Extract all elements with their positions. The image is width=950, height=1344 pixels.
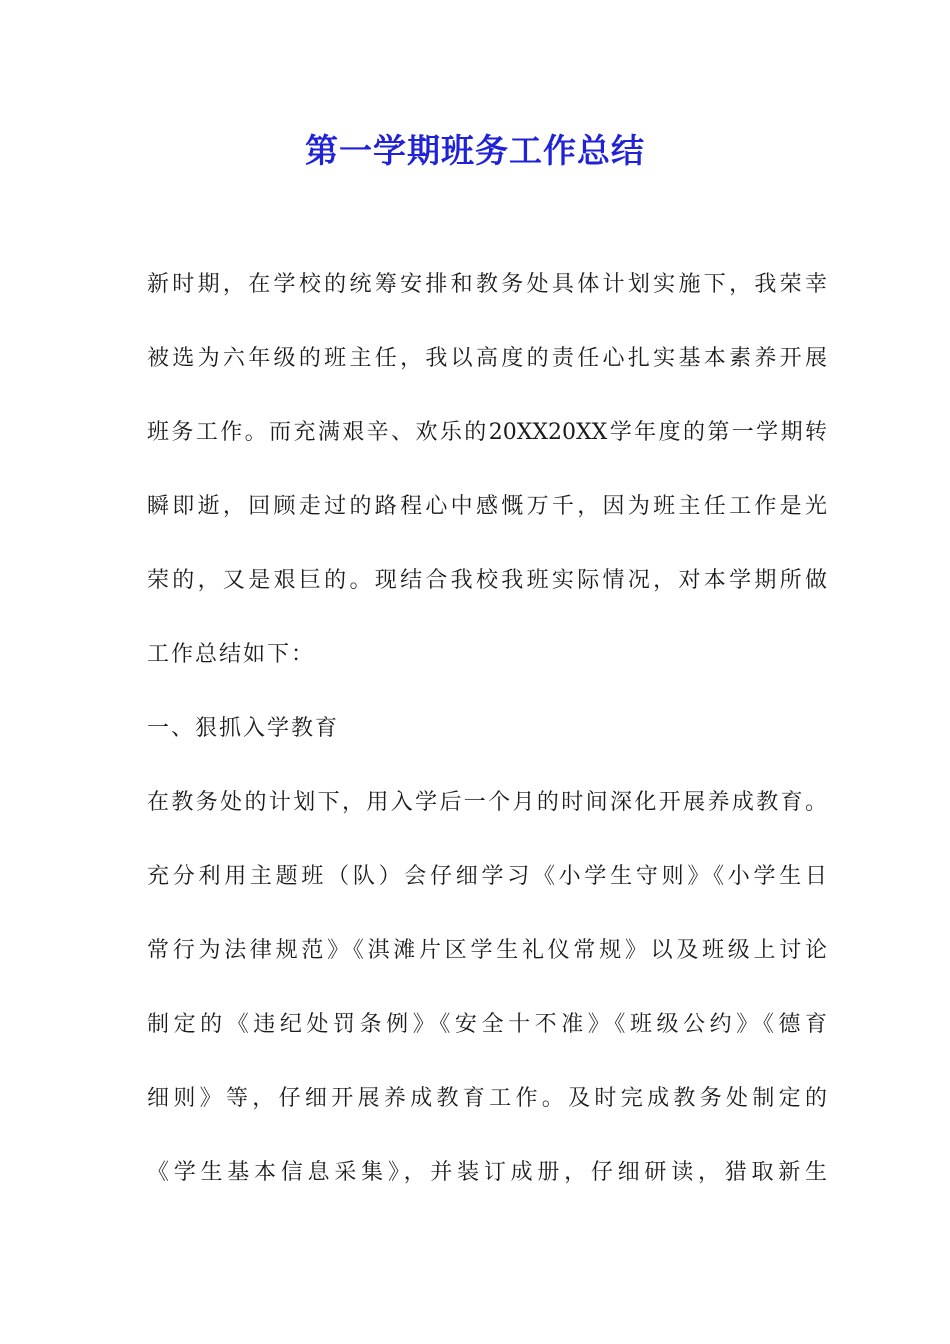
text-line: 制定的《违纪处罚条例》《安全十不准》《班级公约》《德育 <box>147 1012 827 1037</box>
text-line: 班务工作。而充满艰辛、欢乐的20XX20XX学年度的第一学期转 <box>147 420 827 445</box>
document-body <box>147 266 827 1228</box>
text-line: 瞬即逝，回顾走过的路程心中感慨万千，因为班主任工作是光 <box>147 494 827 519</box>
text-line: 被选为六年级的班主任，我以高度的责任心扎实基本素养开展 <box>147 346 827 371</box>
document-title: 第一学期班务工作总结 <box>305 131 645 170</box>
text-line: 在教务处的计划下，用入学后一个月的时间深化开展养成教育。 <box>147 790 827 815</box>
text-line: 充分利用主题班（队）会仔细学习《小学生守则》《小学生日 <box>147 864 827 889</box>
text-line: 一、狠抓入学教育 <box>147 716 340 741</box>
text-line: 细则》等，仔细开展养成教育工作。及时完成教务处制定的 <box>147 1086 827 1111</box>
text-line: 常行为法律规范》《淇滩片区学生礼仪常规》以及班级上讨论 <box>147 938 827 963</box>
text-line: 新时期，在学校的统筹安排和教务处具体计划实施下，我荣幸 <box>147 272 827 297</box>
text-line: 工作总结如下： <box>147 642 316 667</box>
text-line: 荣的，又是艰巨的。现结合我校我班实际情况，对本学期所做 <box>147 568 827 593</box>
text-line: 《学生基本信息采集》，并装订成册，仔细研读，猎取新生 <box>147 1160 827 1185</box>
